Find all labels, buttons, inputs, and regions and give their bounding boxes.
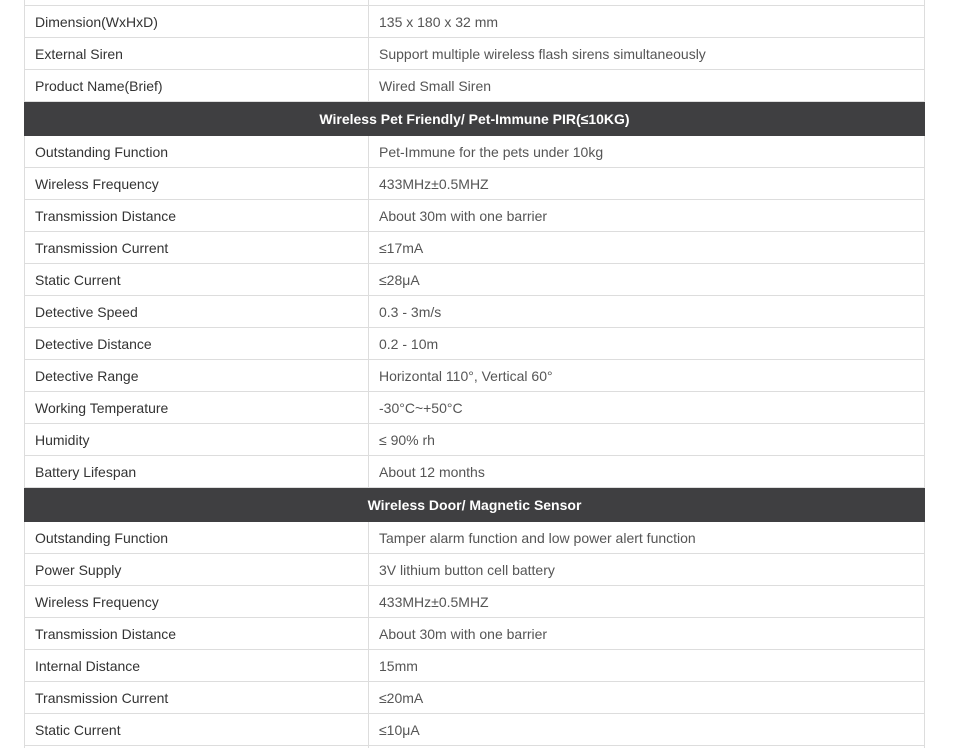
spec-label: Static Current bbox=[25, 714, 369, 746]
spec-value: 15mm bbox=[369, 650, 925, 682]
table-row bbox=[25, 232, 925, 264]
table-row bbox=[25, 456, 925, 488]
table-row bbox=[25, 522, 925, 554]
spec-label: Product Name(Brief) bbox=[25, 70, 369, 102]
table-row bbox=[25, 328, 925, 360]
spec-value: Horizontal 110°, Vertical 60° bbox=[369, 360, 925, 392]
spec-value: Pet-Immune for the pets under 10kg bbox=[369, 136, 925, 168]
spec-value: 135 x 180 x 32 mm bbox=[369, 6, 925, 38]
spec-value: ≤28μA bbox=[369, 264, 925, 296]
table-row bbox=[25, 168, 925, 200]
spec-value: ≤17mA bbox=[369, 232, 925, 264]
spec-label: Transmission Distance bbox=[25, 200, 369, 232]
spec-value: 433MHz±0.5MHZ bbox=[369, 168, 925, 200]
spec-label: Detective Range bbox=[25, 360, 369, 392]
table-row bbox=[25, 714, 925, 746]
table-row bbox=[25, 264, 925, 296]
spec-value: 0.3 - 3m/s bbox=[369, 296, 925, 328]
table-row bbox=[25, 650, 925, 682]
spec-label: Wireless Frequency bbox=[25, 168, 369, 200]
table-row bbox=[25, 360, 925, 392]
spec-label: Dimension(WxHxD) bbox=[25, 6, 369, 38]
spec-label: Outstanding Function bbox=[25, 136, 369, 168]
table-row bbox=[25, 38, 925, 70]
spec-value: 0.2 - 10m bbox=[369, 328, 925, 360]
spec-label: Power Supply bbox=[25, 554, 369, 586]
table-row bbox=[25, 6, 925, 38]
spec-table-body bbox=[25, 0, 925, 748]
section-title: Wireless Door/ Magnetic Sensor bbox=[25, 488, 925, 522]
table-row bbox=[25, 682, 925, 714]
spec-label: Detective Speed bbox=[25, 296, 369, 328]
spec-value: 3V lithium button cell battery bbox=[369, 554, 925, 586]
spec-label: Wireless Frequency bbox=[25, 586, 369, 618]
table-row bbox=[25, 554, 925, 586]
spec-value: Support multiple wireless flash sirens simultaneously bbox=[369, 38, 925, 70]
spec-label: Transmission Distance bbox=[25, 618, 369, 650]
spec-value: About 30m with one barrier bbox=[369, 618, 925, 650]
spec-value: ≤20mA bbox=[369, 682, 925, 714]
section-header-row bbox=[25, 102, 925, 136]
spec-label: Transmission Current bbox=[25, 682, 369, 714]
spec-label: Static Current bbox=[25, 264, 369, 296]
section-header-row bbox=[25, 488, 925, 522]
spec-label: Detective Distance bbox=[25, 328, 369, 360]
spec-label: External Siren bbox=[25, 38, 369, 70]
spec-label: Internal Distance bbox=[25, 650, 369, 682]
spec-label: Transmission Current bbox=[25, 232, 369, 264]
spec-value: About 12 months bbox=[369, 456, 925, 488]
table-row bbox=[25, 586, 925, 618]
spec-table bbox=[24, 0, 925, 748]
section-title: Wireless Pet Friendly/ Pet-Immune PIR(≤10KG) bbox=[25, 102, 925, 136]
spec-label: Outstanding Function bbox=[25, 522, 369, 554]
spec-value: ≤ 90% rh bbox=[369, 424, 925, 456]
spec-label: Working Temperature bbox=[25, 392, 369, 424]
table-row bbox=[25, 136, 925, 168]
spec-value: About 30m with one barrier bbox=[369, 200, 925, 232]
table-row bbox=[25, 618, 925, 650]
table-row bbox=[25, 296, 925, 328]
table-row bbox=[25, 70, 925, 102]
table-row bbox=[25, 392, 925, 424]
spec-value: Tamper alarm function and low power alert function bbox=[369, 522, 925, 554]
spec-label: Humidity bbox=[25, 424, 369, 456]
spec-label: Battery Lifespan bbox=[25, 456, 369, 488]
spec-value: Wired Small Siren bbox=[369, 70, 925, 102]
spec-value: ≤10μA bbox=[369, 714, 925, 746]
spec-value: 433MHz±0.5MHZ bbox=[369, 586, 925, 618]
table-row bbox=[25, 424, 925, 456]
table-row bbox=[25, 200, 925, 232]
spec-value: -30°C~+50°C bbox=[369, 392, 925, 424]
